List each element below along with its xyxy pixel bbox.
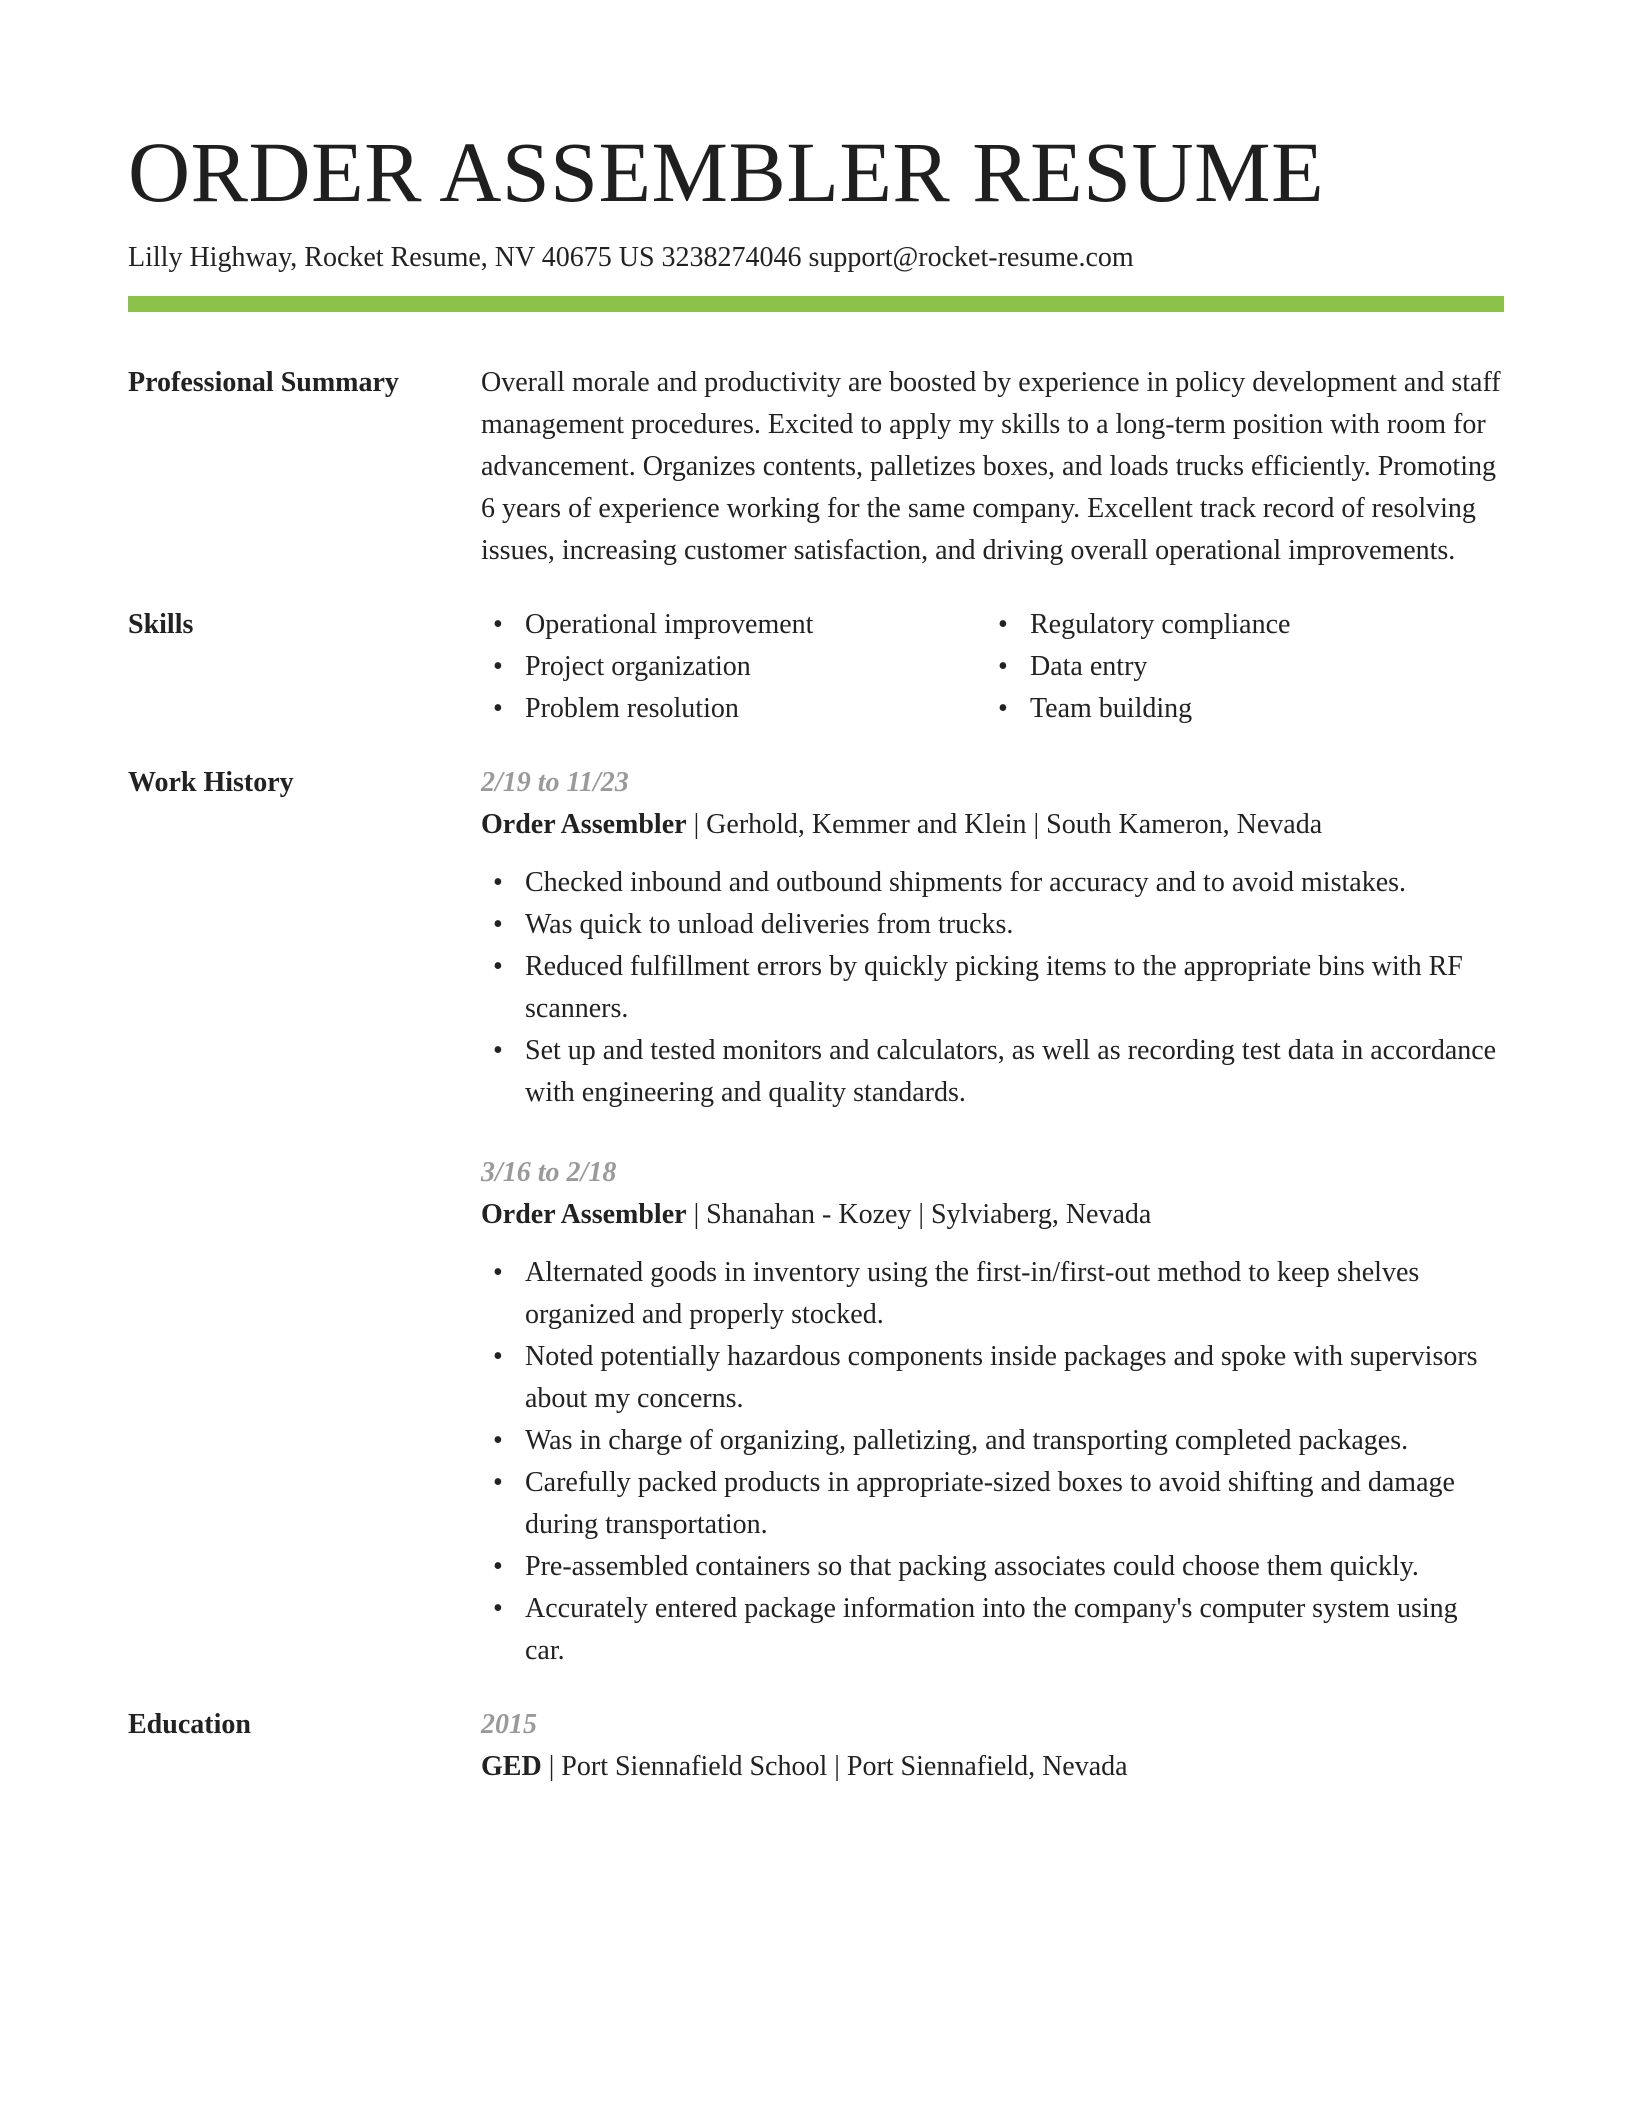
contact-line: Lilly Highway, Rocket Resume, NV 40675 US 3238274046 support@rocket-resume.com (128, 242, 1134, 273)
job-title: Order Assembler (481, 809, 687, 840)
skill-item: • Problem resolution (481, 688, 986, 730)
job-bullets (481, 862, 1504, 1114)
job-bullet: • Pre-assembled containers so that packing associates could choose them quickly. (481, 1546, 1504, 1588)
job-line (481, 1194, 1504, 1236)
page-title: ORDER ASSEMBLER RESUME (128, 124, 1325, 220)
job-bullet: • Was in charge of organizing, palletizing, and transporting completed packages. (481, 1420, 1504, 1462)
job-dates: 2/19 to 11/23 (481, 767, 629, 798)
summary-text: Overall morale and productivity are boosted by experience in policy development and staff management procedures. Excited to apply my skills to a long-term position with room for advancement. Organizes contents, palletizes boxes, and loads trucks efficiently. Promoting 6 years of experience working for the same company. Excellent track record of resolving issues, increasing customer satisfaction, and driving overall operational improvements. (481, 367, 1501, 566)
work-history-section (128, 762, 1504, 1672)
skills-body (481, 604, 1504, 730)
job-entry (481, 762, 1504, 1114)
job-bullet: • Was quick to unload deliveries from trucks. (481, 904, 1504, 946)
job-bullet: • Reduced fulfillment errors by quickly picking items to the appropriate bins with RF scanners. (481, 946, 1504, 1030)
summary-body (481, 362, 1504, 572)
job-details: | Shanahan - Kozey | Sylviaberg, Nevada (686, 1199, 1152, 1230)
job-details: | Gerhold, Kemmer and Klein | South Kameron, Nevada (686, 809, 1323, 840)
job-bullet: • Accurately entered package information into the company's computer system using car. (481, 1588, 1504, 1672)
skills-heading: Skills (128, 609, 194, 640)
job-bullets (481, 1252, 1504, 1672)
summary-section (128, 362, 1504, 572)
skills-column-left (481, 604, 986, 730)
education-year: 2015 (481, 1709, 537, 1740)
job-bullet: • Checked inbound and outbound shipments for accuracy and to avoid mistakes. (481, 862, 1504, 904)
job-bullet: • Set up and tested monitors and calculators, as well as recording test data in accordance with engineering and quality standards. (481, 1030, 1504, 1114)
skill-item: • Data entry (986, 646, 1491, 688)
skill-item: • Team building (986, 688, 1491, 730)
education-line (481, 1746, 1504, 1788)
education-section (128, 1704, 1504, 1788)
skill-item: • Project organization (481, 646, 986, 688)
education-degree: GED (481, 1751, 542, 1782)
work-history-heading: Work History (128, 767, 294, 798)
education-details: | Port Siennafield School | Port Siennafield, Nevada (541, 1751, 1128, 1782)
job-dates: 3/16 to 2/18 (481, 1157, 617, 1188)
education-heading: Education (128, 1709, 251, 1740)
skill-item: • Operational improvement (481, 604, 986, 646)
job-bullet: • Noted potentially hazardous components inside packages and spoke with supervisors about my concerns. (481, 1336, 1504, 1420)
skill-item: • Regulatory compliance (986, 604, 1491, 646)
job-entry (481, 1152, 1504, 1672)
accent-divider (128, 296, 1504, 312)
skills-section (128, 604, 1504, 730)
skills-column-right (986, 604, 1491, 730)
skills-grid (481, 604, 1504, 730)
summary-heading: Professional Summary (128, 367, 399, 398)
job-line (481, 804, 1504, 846)
job-title: Order Assembler (481, 1199, 687, 1230)
job-bullet: • Alternated goods in inventory using the first-in/first-out method to keep shelves organized and properly stocked. (481, 1252, 1504, 1336)
education-body (481, 1704, 1504, 1788)
work-history-body (481, 762, 1504, 1672)
job-bullet: • Carefully packed products in appropriate-sized boxes to avoid shifting and damage during transportation. (481, 1462, 1504, 1546)
